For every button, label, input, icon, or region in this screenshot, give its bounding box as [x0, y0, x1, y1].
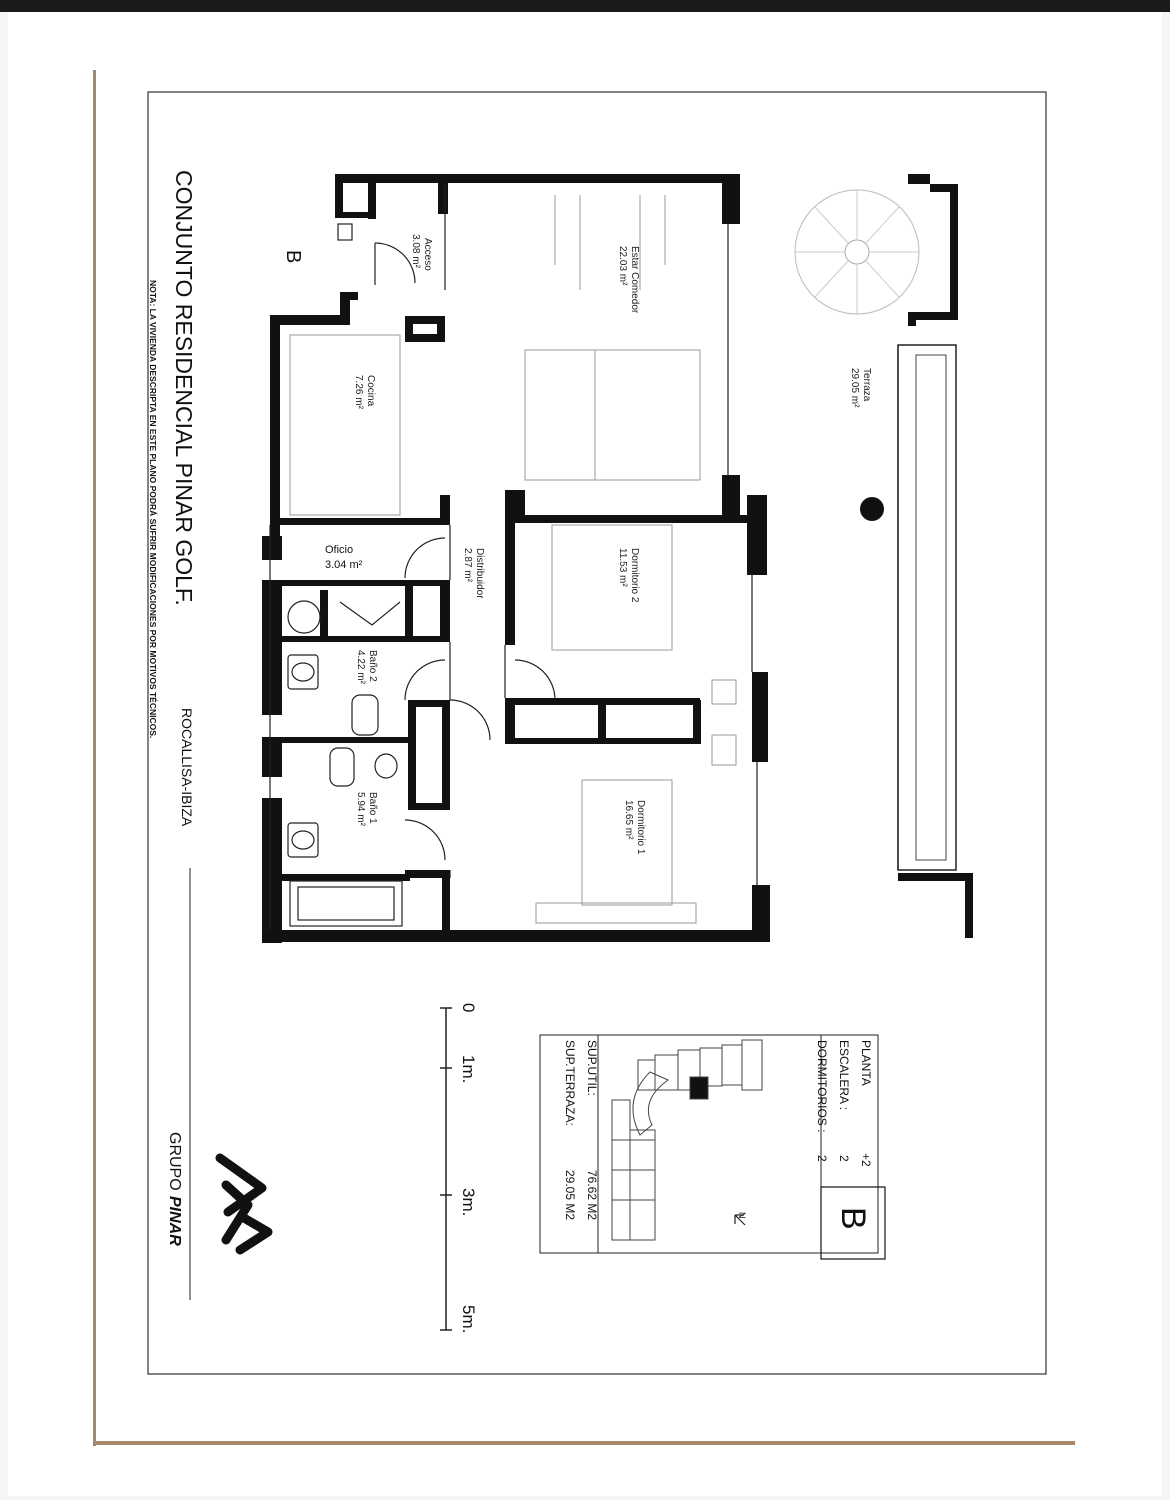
- room-cocina-area: 7.26 m²: [353, 375, 364, 409]
- info-box: [540, 1035, 885, 1259]
- logo-text-pinar: PINAR: [166, 1196, 183, 1246]
- room-oficio-area: 3.04 m²: [325, 559, 363, 571]
- logo-text-grupo: GRUPO: [166, 1132, 183, 1191]
- site-key-plan: [612, 1040, 762, 1240]
- room-acceso-area: 3.08 m²: [410, 234, 421, 268]
- room-dormitorio1-name: Dormitorio 1: [635, 800, 646, 855]
- room-bano2-area: 4.22 m²: [355, 650, 366, 684]
- furniture: [288, 190, 919, 926]
- room-dormitorio2-area: 11.53 m²: [617, 548, 628, 587]
- dormitorios-value: 2: [815, 1155, 829, 1162]
- north-label: N: [737, 1212, 747, 1219]
- room-distribuidor-area: 2.87 m²: [462, 548, 473, 582]
- scale-label-3m: 3m.: [459, 1188, 478, 1217]
- scale-label-1m: 1m.: [459, 1055, 478, 1084]
- scale-bar: [440, 1003, 478, 1333]
- escalera-label: ESCALERA :: [837, 1040, 851, 1111]
- planta-value: +2: [859, 1153, 873, 1167]
- room-dormitorio1-area: 16.65 m²: [623, 800, 634, 840]
- planta-label: PLANTA: [859, 1040, 873, 1086]
- project-location: ROCALLISA-IBIZA: [179, 708, 195, 827]
- project-title: CONJUNTO RESIDENCIAL PINAR GOLF.: [171, 170, 197, 606]
- room-terraza-name: Terraza: [861, 368, 872, 402]
- room-estar-name: Estar Comedor: [629, 246, 640, 314]
- room-oficio-name: Oficio: [325, 544, 354, 556]
- sup-util-label: SUP.ÚTIL:: [585, 1040, 599, 1096]
- room-terraza-area: 29.05 m²: [849, 368, 860, 408]
- type-letter: B: [834, 1207, 872, 1230]
- dormitorios-label: DORMITORIOS :: [815, 1040, 829, 1133]
- room-bano2-name: Baño 2: [367, 650, 378, 682]
- sup-terraza-label: SUP.TERRAZA:: [563, 1040, 577, 1126]
- room-cocina-name: Cocina: [365, 375, 376, 407]
- sup-terraza-value: 29.05 M2: [563, 1170, 577, 1221]
- room-bano1-area: 5.94 m²: [355, 792, 366, 826]
- room-bano1-name: Baño 1: [367, 792, 378, 824]
- project-note: NOTA: LA VIVIENDA DESCRIPTA EN ESTE PLANO PODRÁ SUFRIR MODIFICACIONES POR MOTIVOS TÉCNICOS.: [148, 280, 158, 739]
- room-dormitorio2-name: Dormitorio 2: [629, 548, 640, 603]
- room-distribuidor-name: Distribuidor: [474, 548, 485, 599]
- room-estar-area: 22.03 m²: [617, 246, 628, 286]
- escalera-value: 2: [837, 1155, 851, 1162]
- grupo-pinar-logo: [166, 1132, 268, 1250]
- unit-marker: B: [282, 250, 304, 264]
- scale-label-0: 0: [459, 1003, 478, 1013]
- room-acceso-name: Acceso: [422, 238, 433, 271]
- sup-util-value: 76.62 M2: [585, 1170, 599, 1221]
- scale-label-5m: 5m.: [459, 1305, 478, 1334]
